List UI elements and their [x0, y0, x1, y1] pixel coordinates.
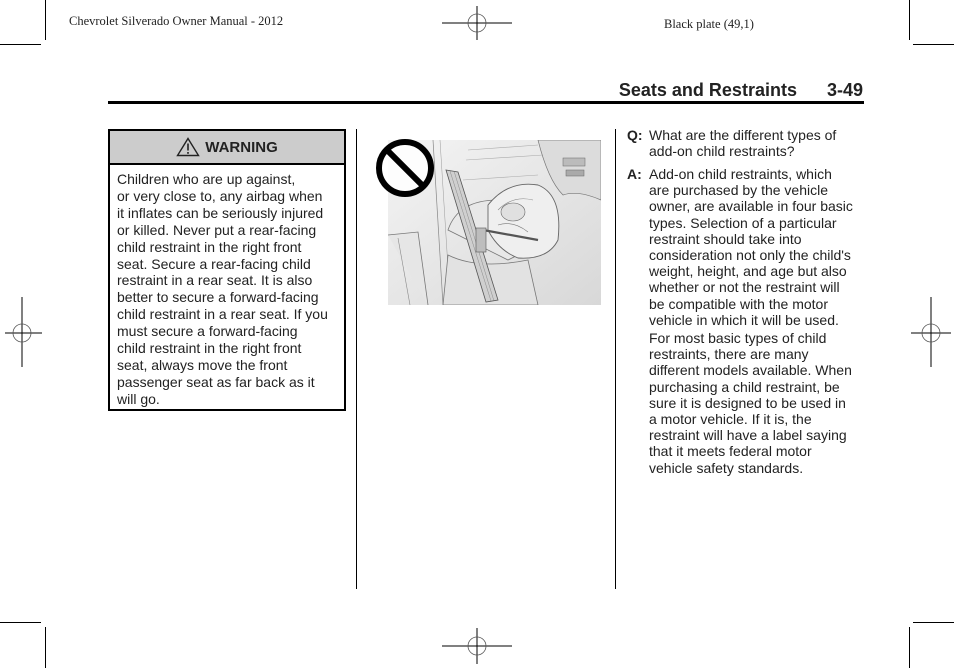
question-line: What are the different types of	[649, 127, 837, 143]
answer-line: consideration not only the child's	[649, 247, 851, 264]
warning-line: will go.	[117, 390, 160, 407]
warning-line: child restraint in the right front	[117, 238, 302, 255]
warning-line: seat. Secure a rear-facing child	[117, 255, 311, 272]
crop-mark	[0, 44, 41, 45]
crop-mark	[909, 0, 910, 40]
warning-line: must secure a forward-facing	[117, 323, 298, 340]
paragraph-line: different models available. When	[649, 362, 852, 379]
question-line: add-on child restraints?	[649, 143, 795, 160]
warning-line: passenger seat as far back as it	[117, 373, 315, 390]
warning-title: WARNING	[205, 138, 278, 156]
paragraph-line: purchasing a child restraint, be	[649, 378, 840, 395]
warning-line: or killed. Never put a rear-facing	[117, 221, 317, 238]
paragraph-line: a motor vehicle. If it is, the	[649, 411, 812, 428]
paragraph-line: restraint will have a label saying	[649, 427, 847, 444]
warning-line: Children who are up against,	[117, 171, 296, 187]
section-header	[619, 80, 863, 101]
warning-line: seat, always move the front	[117, 356, 288, 373]
answer-line: owner, are available in four basic	[649, 198, 853, 215]
paragraph-line: For most basic types of child	[649, 330, 827, 346]
answer-line: be compatible with the motor	[649, 295, 828, 312]
answer-line: restraint should take into	[649, 230, 802, 247]
column-divider	[356, 129, 357, 589]
prohibition-icon	[374, 137, 436, 199]
answer-line: are purchased by the vehicle	[649, 182, 828, 199]
warning-text	[110, 165, 344, 408]
crop-mark	[0, 622, 41, 623]
plate-label: Black plate (49,1)	[664, 17, 754, 31]
warning-box	[108, 129, 346, 411]
paragraph-line: that it meets federal motor	[649, 443, 812, 460]
crop-mark	[913, 44, 954, 45]
warning-triangle-icon	[176, 137, 200, 157]
answer-line: weight, height, and age but also	[649, 263, 847, 280]
warning-line: restraint in a rear seat. It is also	[117, 272, 313, 289]
crop-mark	[909, 627, 910, 668]
answer-label: A:	[627, 166, 642, 182]
warning-header	[110, 131, 344, 165]
warning-line: or very close to, any airbag when	[117, 187, 323, 204]
crop-mark	[45, 0, 46, 40]
answer-line: Add-on child restraints, which	[649, 166, 832, 182]
registration-mark-icon	[442, 2, 512, 42]
section-title: Seats and Restraints	[618, 80, 797, 100]
answer	[627, 166, 865, 328]
warning-line: it inflates can be seriously injured	[117, 204, 324, 221]
warning-line: better to secure a forward-facing	[117, 289, 319, 306]
crop-mark	[913, 622, 954, 623]
registration-mark-icon	[442, 626, 512, 666]
warning-line: child restraint in a rear seat. If you	[117, 306, 328, 323]
column-divider	[615, 129, 616, 589]
registration-mark-icon	[2, 297, 42, 367]
warning-line: child restraint in the right front	[117, 340, 302, 357]
paragraph-line: vehicle safety standards.	[649, 459, 804, 476]
paragraph-line: restraints, there are many	[649, 346, 809, 363]
crop-mark	[45, 627, 46, 668]
answer-line: whether or not the restraint will	[649, 279, 840, 296]
header-rule	[108, 101, 864, 104]
answer-paragraph-2	[649, 330, 867, 476]
answer-line: types. Selection of a particular	[649, 214, 837, 231]
paragraph-line: sure it is designed to be used in	[649, 394, 846, 411]
page-number: 3-49	[826, 80, 863, 100]
answer-line: vehicle in which it will be used.	[649, 311, 839, 328]
question-label: Q:	[627, 127, 643, 143]
manual-title: Chevrolet Silverado Owner Manual - 2012	[69, 14, 284, 28]
registration-mark-icon	[911, 297, 951, 367]
question	[627, 127, 865, 159]
